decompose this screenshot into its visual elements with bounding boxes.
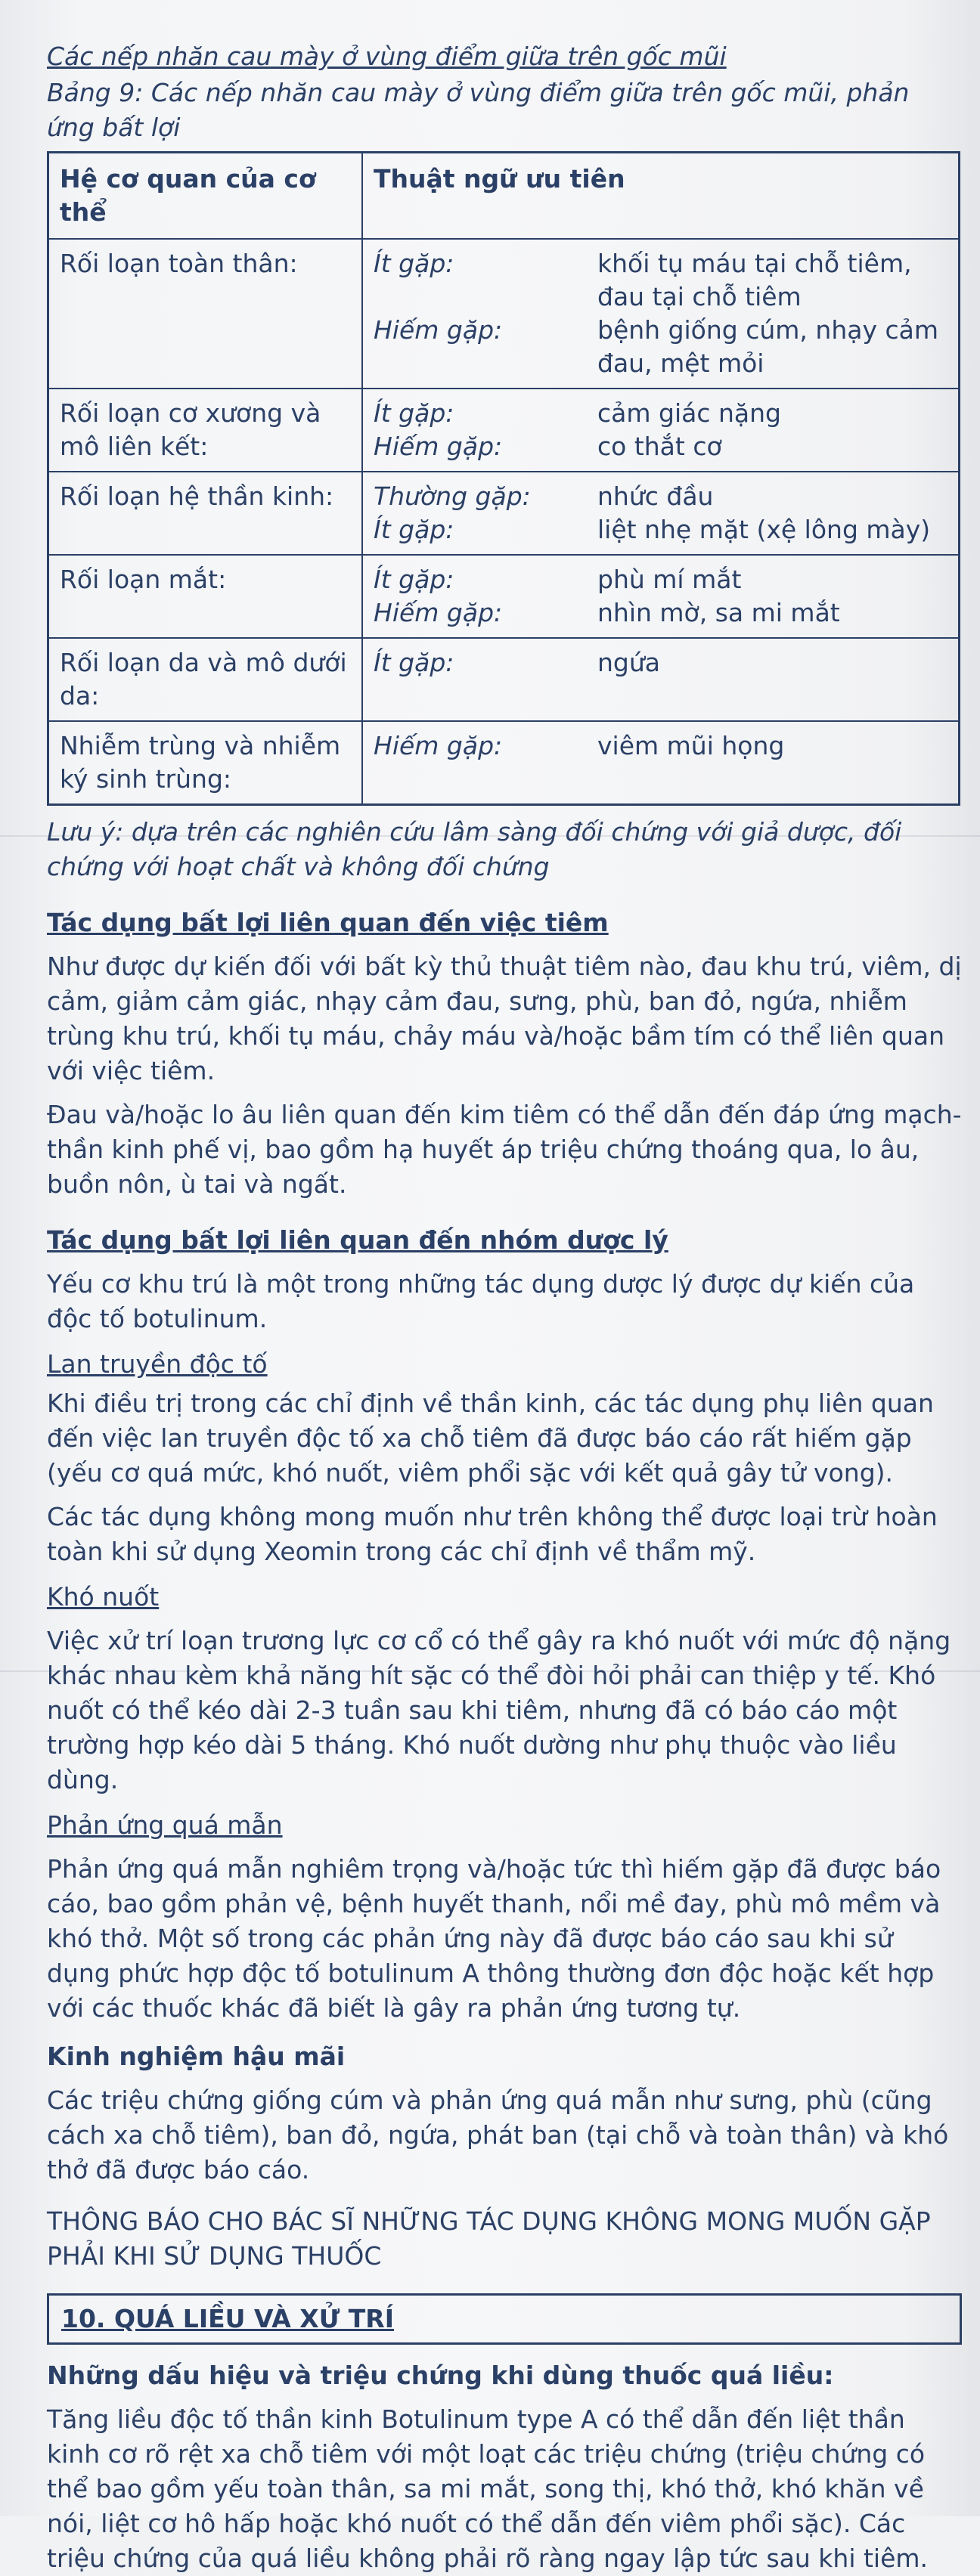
preferred-term-cell: [362, 721, 960, 805]
overdose-paragraph-1: Tăng liều độc tố thần kinh Botulinum type A có thể dẫn đến liệt thần kinh cơ rõ rệt xa chỗ tiêm với một loạt các triệu chứng (triệu chứng có thể bao gồm yếu toàn thân, sa mi mắt, song thị, khó thở, khó khăn về nói, liệt cơ hô hấp hoặc khó nuốt có thể dẫn đến viêm phổi sặc). Các triệu chứng của quá liều không phải rõ ràng ngay lập tức sau khi tiêm.: [47, 2404, 929, 2573]
reaction-term: nhức đầu: [597, 481, 714, 511]
injection-paragraph-2: Đau và/hoặc lo âu liên quan đến kim tiêm có thể dẫn đến đáp ứng mạch-thần kinh phế vị, bao gồm hạ huyết áp triệu chứng thoáng qua, lo âu, buồn nôn, ù tai và ngất.: [47, 1100, 962, 1199]
organ-system-cell: Rối loạn hệ thần kinh:: [48, 472, 363, 555]
organ-system-cell: Nhiễm trùng và nhiễm ký sinh trùng:: [48, 721, 363, 805]
heading-glabellar-lines: Các nếp nhăn cau mày ở vùng điểm giữa trên gốc mũi: [47, 42, 727, 71]
frequency-label: Hiếm gặp:: [374, 315, 503, 345]
pharm-section-title: Tác dụng bất lợi liên quan đến nhóm dược lý: [47, 1225, 668, 1255]
frequency-label: Hiếm gặp:: [374, 731, 503, 760]
table-caption: Bảng 9: Các nếp nhăn cau mày ở vùng điểm giữa trên gốc mũi, phản ứng bất lợi: [47, 78, 910, 142]
table-row: [48, 239, 960, 389]
table-header-row: [48, 153, 960, 240]
frequency-term-pair: [374, 513, 947, 546]
frequency-term-pair: [374, 480, 947, 513]
injection-section-title: Tác dụng bất lợi liên quan đến việc tiêm: [47, 908, 609, 937]
frequency-label: Ít gặp:: [374, 515, 454, 544]
frequency-term-pair: [374, 314, 947, 380]
notify-doctor-statement: THÔNG BÁO CHO BÁC SĨ NHỮNG TÁC DỤNG KHÔNG MONG MUỐN GẶP PHẢI KHI SỬ DỤNG THUỐC: [47, 2206, 931, 2271]
frequency-term-pair: [374, 397, 947, 430]
hypersensitivity-section-title: Phản ứng quá mẫn: [47, 1810, 283, 1840]
reaction-term: co thắt cơ: [597, 432, 722, 461]
organ-system-cell: Rối loạn toàn thân:: [48, 239, 363, 389]
frequency-term-pair: [374, 596, 947, 630]
postmarket-paragraph-1: Các triệu chứng giống cúm và phản ứng quá mẫn như sưng, phù (cũng cách xa chỗ tiêm), ban đỏ, ngứa, phát ban (tại chỗ và toàn thân) và khó thở đã được báo cáo.: [47, 2085, 949, 2184]
reaction-term: nhìn mờ, sa mi mắt: [597, 598, 840, 627]
reaction-term: liệt nhẹ mặt (xệ lông mày): [597, 515, 931, 544]
preferred-term-cell: [362, 239, 960, 389]
reaction-term: ngứa: [597, 648, 660, 677]
frequency-term-pair: [374, 430, 947, 463]
spread-paragraph-2: Các tác dụng không mong muốn như trên không thể được loại trừ hoàn toàn khi sử dụng Xeomin trong các chỉ định về thẩm mỹ.: [47, 1502, 938, 1566]
preferred-term-cell: [362, 472, 960, 555]
frequency-term-pair: [374, 247, 947, 314]
frequency-label: Thường gặp:: [374, 481, 531, 511]
spread-section-title: Lan truyền độc tố: [47, 1349, 268, 1379]
injection-paragraph-1: Như được dự kiến đối với bất kỳ thủ thuật tiêm nào, đau khu trú, viêm, dị cảm, giảm cảm giác, nhạy cảm đau, sưng, phù, ban đỏ, ngứa, nhiễm trùng khu trú, khối tụ máu, chảy máu và/hoặc bầm tím có thể liên quan với việc tiêm.: [47, 952, 962, 1085]
organ-system-cell: Rối loạn da và mô dưới da:: [48, 638, 363, 721]
frequency-label: Hiếm gặp:: [374, 598, 503, 627]
table-row: [48, 721, 960, 805]
dysphagia-section-title: Khó nuốt: [47, 1582, 160, 1612]
table-row: [48, 472, 960, 555]
organ-system-cell: Rối loạn cơ xương và mô liên kết:: [48, 389, 363, 472]
organ-system-cell: Rối loạn mắt:: [48, 555, 363, 638]
frequency-label: Ít gặp:: [374, 565, 454, 594]
table-note: Lưu ý: dựa trên các nghiên cứu lâm sàng đối chứng với giả dược, đối chứng với hoạt chất và không đối chứng: [47, 817, 902, 881]
frequency-label: Ít gặp:: [374, 249, 454, 278]
frequency-term-pair: [374, 729, 947, 763]
overdose-signs-title: Những dấu hiệu và triệu chứng khi dùng thuốc quá liều:: [47, 2361, 834, 2390]
pharm-paragraph-1: Yếu cơ khu trú là một trong những tác dụng dược lý được dự kiến của độc tố botulinum.: [47, 1269, 915, 1333]
dysphagia-paragraph-1: Việc xử trí loạn trương lực cơ cổ có thể gây ra khó nuốt với mức độ nặng khác nhau kèm khả năng hít sặc có thể đòi hỏi phải can thiệp y tế. Khó nuốt có thể kéo dài 2-3 tuần sau khi tiêm, nhưng đã có báo cáo một trường hợp kéo dài 5 tháng. Khó nuốt dường như phụ thuộc vào liều dùng.: [47, 1626, 951, 1794]
table-row: [48, 638, 960, 721]
postmarket-section-title: Kinh nghiệm hậu mãi: [47, 2042, 346, 2071]
frequency-term-pair: [374, 646, 947, 680]
frequency-label: Hiếm gặp:: [374, 432, 503, 461]
document-body: [47, 39, 963, 2576]
frequency-term-pair: [374, 563, 947, 596]
reaction-term: viêm mũi họng: [597, 731, 785, 760]
reaction-term: cảm giác nặng: [597, 398, 781, 428]
col-header-preferred-term: Thuật ngữ ưu tiên: [362, 153, 960, 240]
col-header-organ-system: Hệ cơ quan của cơ thể: [48, 153, 363, 240]
section-10-title: 10. QUÁ LIỀU VÀ XỬ TRÍ: [47, 2293, 962, 2345]
table-row: [48, 555, 960, 638]
preferred-term-cell: [362, 555, 960, 638]
hypersensitivity-paragraph-1: Phản ứng quá mẫn nghiêm trọng và/hoặc tức thì hiếm gặp đã được báo cáo, bao gồm phản vệ, bệnh huyết thanh, nổi mề đay, phù mô mềm và khó thở. Một số trong các phản ứng này đã được báo cáo sau khi sử dụng phức hợp độc tố botulinum A thông thường đơn độc hoặc kết hợp với các thuốc khác đã biết là gây ra phản ứng tương tự.: [47, 1854, 941, 2023]
table-row: [48, 389, 960, 472]
preferred-term-cell: [362, 389, 960, 472]
frequency-label: Ít gặp:: [374, 648, 454, 677]
frequency-label: Ít gặp:: [374, 398, 454, 428]
reaction-term: phù mí mắt: [597, 565, 742, 594]
preferred-term-cell: [362, 638, 960, 721]
adverse-reactions-table: [47, 151, 960, 806]
spread-paragraph-1: Khi điều trị trong các chỉ định về thần kinh, các tác dụng phụ liên quan đến việc lan truyền độc tố xa chỗ tiêm đã được báo cáo rất hiếm gặp (yếu cơ quá mức, khó nuốt, viêm phổi sặc với kết quả gây tử vong).: [47, 1389, 934, 1488]
reaction-term: khối tụ máu tại chỗ tiêm, đau tại chỗ tiêm: [597, 249, 912, 311]
reaction-term: bệnh giống cúm, nhạy cảm đau, mệt mỏi: [597, 315, 938, 378]
